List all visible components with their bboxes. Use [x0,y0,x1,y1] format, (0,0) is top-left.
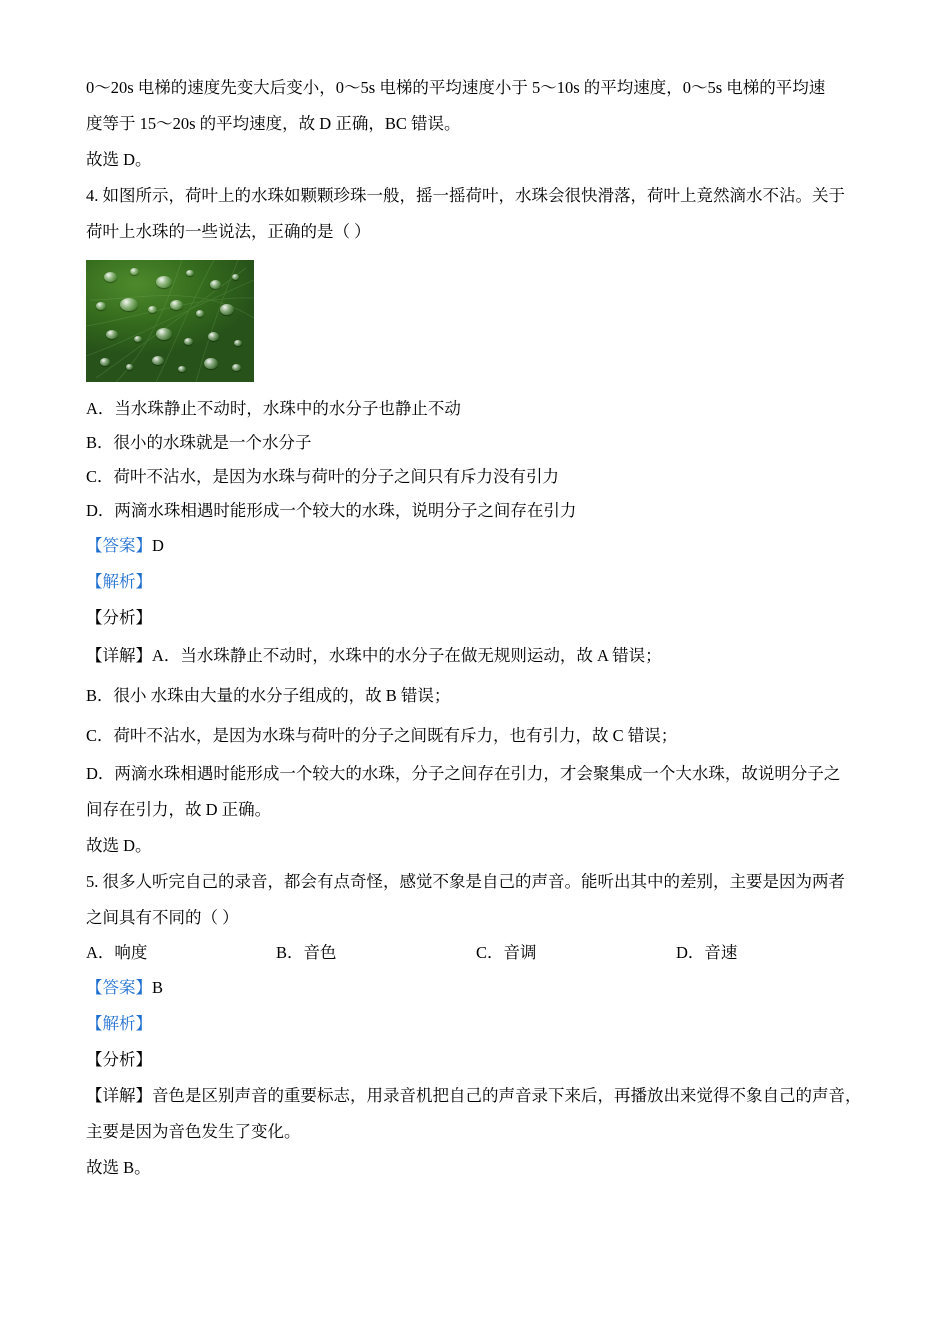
water-drop [130,268,139,275]
page-content [86,70,866,1186]
water-drop [126,364,133,370]
answer-label: 【答案】 [86,978,152,997]
question4-analysis-label: 【解析】 [86,572,152,591]
question4-answer [86,528,866,564]
water-drop [104,272,117,282]
q3-explanation-line-1: 0～20s 电梯的速度先变大后变小，0～5s 电梯的平均速度小于 5～10s 的平均速度，0～5s 电梯的平均速 [86,78,826,97]
question5-analysis-label: 【解析】 [86,1014,152,1033]
water-drop [232,364,241,371]
question4-detail-line-3: C．荷叶不沾水，是因为水珠与荷叶的分子之间既有斥力，也有引力，故 C 错误； [86,726,678,745]
water-drop [178,366,186,372]
answer-value: D [152,536,164,555]
q3-answer-line: 故选 D。 [86,150,152,169]
water-drop [106,330,118,339]
question5-final-line: 故选 B。 [86,1158,151,1177]
water-drop [232,274,239,280]
q3-explanation-line-2: 度等于 15～20s 的平均速度，故 D 正确，BC 错误。 [86,114,461,133]
water-drop [210,280,221,289]
water-drop [184,338,193,345]
question5-option-a: A．响度 [86,943,148,962]
question5-option-c: C．音调 [476,943,537,962]
question4-detail-line-1: 【详解】A．当水珠静止不动时，水珠中的水分子在做无规则运动，故 A 错误； [86,646,662,665]
question5-option-b: B．音色 [276,943,337,962]
question5-detail-line-1: 【详解】音色是区别声音的重要标志，用录音机把自己的声音录下来后，再播放出来觉得不象自己的声音， [86,1086,862,1105]
water-drop [196,310,204,317]
question4-option-d: D．两滴水珠相遇时能形成一个较大的水珠，说明分子之间存在引力 [86,501,577,520]
question4-stem-line-1: 4. 如图所示，荷叶上的水珠如颗颗珍珠一般，摇一摇荷叶，水珠会很快滑落，荷叶上竟然滴水不沾。关于 [86,186,845,205]
water-drop [152,356,164,365]
water-drop [96,302,106,310]
question4-option-b: B．很小的水珠就是一个水分子 [86,433,312,452]
question4-final-line: 故选 D。 [86,836,152,855]
question5-fenxi-label: 【分析】 [86,1050,152,1069]
water-drop [234,340,242,346]
water-drop [186,270,194,276]
water-drop [156,276,172,288]
water-drop [148,306,157,313]
water-drop [220,304,234,315]
question4-option-c: C．荷叶不沾水，是因为水珠与荷叶的分子之间只有斥力没有引力 [86,467,560,486]
water-drop [120,298,138,311]
question4-option-a: A．当水珠静止不动时，水珠中的水分子也静止不动 [86,399,461,418]
question4-fenxi-label: 【分析】 [86,608,152,627]
answer-label: 【答案】 [86,536,152,555]
water-drop [100,358,110,366]
answer-value: B [152,978,164,997]
question4-detail-line-5: 间存在引力，故 D 正确。 [86,800,272,819]
question5-options-row [86,936,866,970]
question5-stem-line-2: 之间具有不同的（ ） [86,908,239,927]
question4-detail-line-4: D．两滴水珠相遇时能形成一个较大的水珠，分子之间存在引力，才会聚集成一个大水珠，故说明分子之 [86,764,841,783]
water-drop [170,300,183,310]
water-drop [204,358,218,369]
question5-option-d: D．音速 [676,943,738,962]
lotus-leaf-photo [86,260,254,382]
water-drop [156,328,172,340]
water-drop [208,332,219,341]
water-drop [134,336,142,342]
question4-stem-line-2: 荷叶上水珠的一些说法，正确的是（ ） [86,222,371,241]
question5-answer [86,970,866,1006]
question4-detail-line-2: B．很小 水珠由大量的水分子组成的，故 B 错误； [86,686,451,705]
question5-detail-line-2: 主要是因为音色发生了变化。 [86,1122,301,1141]
question5-stem-line-1: 5. 很多人听完自己的录音，都会有点奇怪，感觉不象是自己的声音。能听出其中的差别，主要是因为两者 [86,872,845,891]
